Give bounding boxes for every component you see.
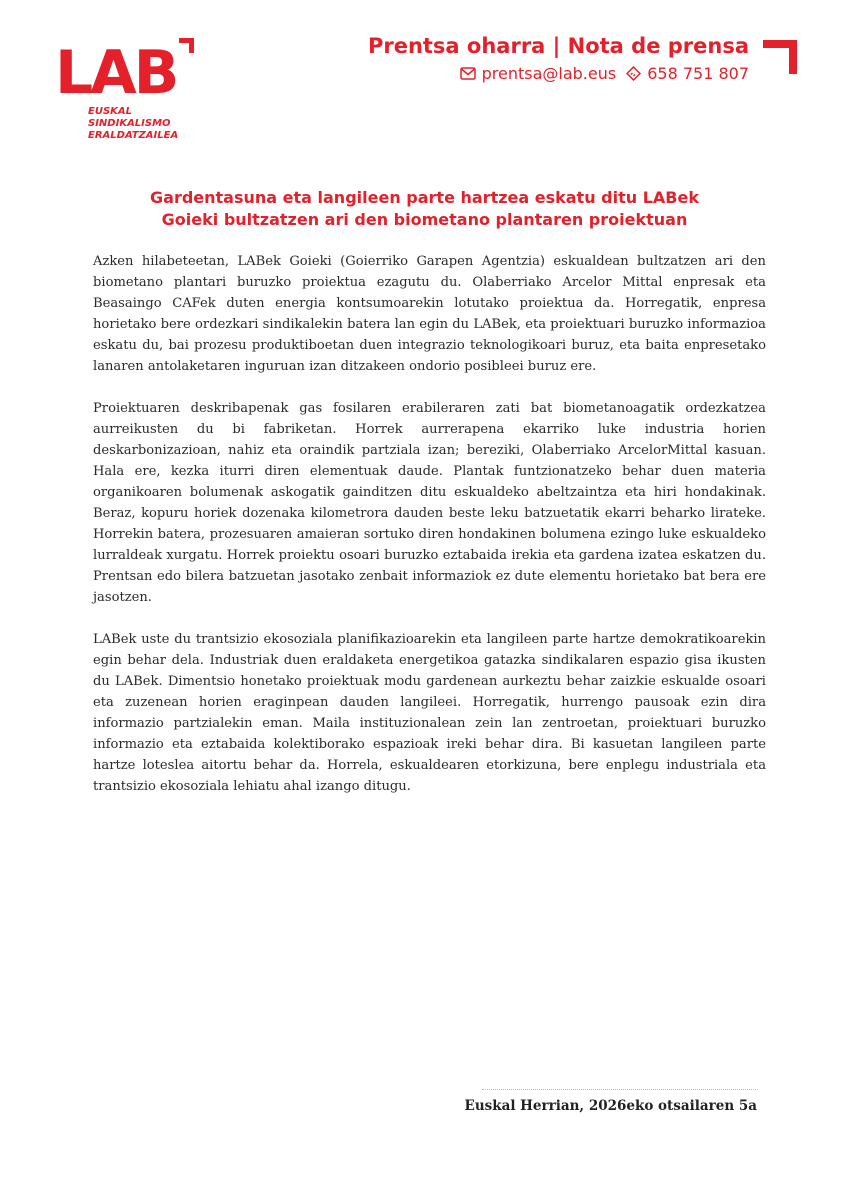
body-paragraph: LABek uste du trantsizio ekosoziala planifikazioarekin eta langileen parte hartze demokratikoarekin egin behar dela. Industriak duen eraldaketa energetikoa gatazka sindikalaren espazio gisa ikusten du LABek. Dimentsio honetako proiektuak modu gardenean aurkeztu behar zaizkie eskualde osoari eta zuzenean horien eraginpean dauden langileei. Horregatik, hurrengo pausoak ezin dira informazio partzialekin eman. Maila instituzionalean zein lan zentroetan, proiektuari buruzko informazio eta eztabaida kolektiborako espazioak ireki behar dira. Bi kasuetan langileen parte hartze loteslea aitortu behar da. Horrela, eskualdearen etorkizuna, bere enplegu industriala eta trantsizio ekosoziala lehiatu ahal izango ditugu.	[93, 632, 766, 794]
signature-divider	[482, 1089, 758, 1090]
body-paragraph: Proiektuaren deskribapenak gas fosilaren erabileraren zati bat biometanoagatik ordezkatzea aurreikusten du bi fabriketan. Horrek aurrerapena ekarriko luke industria horien deskarbonizazioan, nahiz eta oraindik partziala izan; bereziki, Olaberriako ArcelorMittal kasuan. Hala ere, kezka iturri diren elementuak daude. Plantak funtzionatzeko behar duen materia organikoaren bolumenak askogatik gainditzen ditu eskualdeko abeltzaintza eta hiri hondakinak. Beraz, kopuru horiek dozenaka kilometrora dauden beste leku batzuetatik ekarri beharko lirateke. Horrekin batera, prozesuaren amaieran sortuko diren hondakinen bolumena ezingo luke eskualdeko lurraldeak xurgatu. Horrek proiektu osoari buruzko eztabaida irekia eta gardena izatea eskatzen du. Prentsan edo bilera batzuetan jasotako zenbait informaziok ez dute elementu horietako bat bera ere jasotzen.	[93, 401, 766, 605]
logo-corner-mark	[179, 38, 194, 53]
document-body	[93, 251, 766, 818]
header-corner-mark	[763, 40, 797, 74]
title-line: Goieki bultzatzen ari den biometano plantaren proiektuan	[161, 210, 688, 229]
logo-wordmark: LAB	[55, 38, 177, 108]
document-title	[90, 187, 759, 231]
logo-subtitle-line: ERALDATZAILEA	[88, 130, 179, 141]
contact-phone[interactable]: 658 751 807	[647, 64, 749, 83]
body-paragraph: Azken hilabeteetan, LABek Goieki (Goierriko Garapen Agentzia) eskualdean bultzatzen ari den biometano plantari buruzko proiektua ezagutu du. Olaberriako Arcelor Mittal enpresak eta Beasaingo CAFek duten energia kontsumoarekin lotutako proiektua da. Horregatik, enpresa horietako bere ordezkari sindikalekin batera lan egin du LABek, eta proiektuari buruzko informazioa eskatu du, bai prozesu produktiboetan duen integrazio teknologikoari buruz, eta baita enpresetako lanaren antolaketaren inguruan izan ditzakeen ondorio posibleei buruz ere.	[93, 254, 766, 374]
title-line: Gardentasuna eta langileen parte hartzea eskatu ditu LABek	[150, 188, 699, 207]
contact-email[interactable]: prentsa@lab.eus	[481, 64, 617, 83]
envelope-icon	[460, 67, 476, 80]
place-date-signature: Euskal Herrian, 2026eko otsailaren 5a	[464, 1098, 757, 1114]
logo-subtitle	[88, 106, 178, 142]
press-release-heading: Prentsa oharra | Nota de prensa	[367, 34, 749, 58]
logo-subtitle-line: EUSKAL	[88, 106, 133, 117]
contact-info	[460, 64, 749, 83]
phone-icon	[626, 66, 641, 81]
logo-subtitle-line: SINDIKALISMO	[88, 118, 171, 129]
lab-logo	[55, 38, 195, 141]
